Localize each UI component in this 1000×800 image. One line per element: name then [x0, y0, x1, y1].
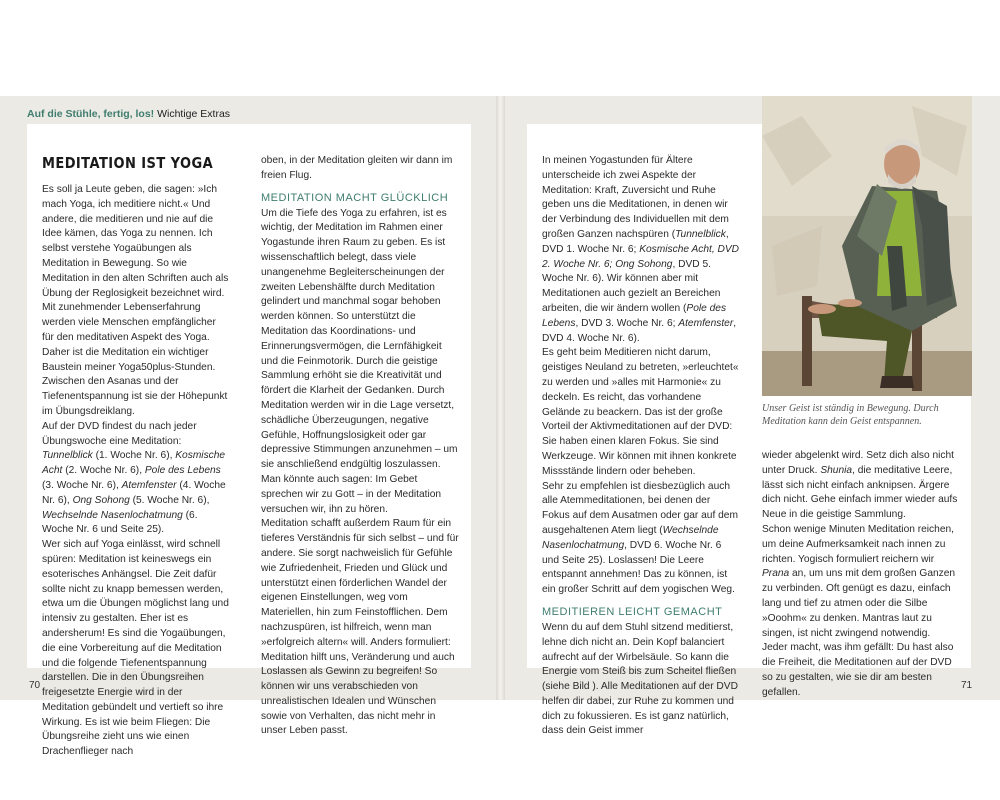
text-run: (6. Woche Nr. 6 und Seite 25). [42, 509, 198, 536]
subheading-leicht-gemacht: MEDITIEREN LEICHT GEMACHT [542, 605, 723, 618]
running-head-chapter: Wichtige Extras [157, 108, 231, 120]
text-run: Meditation schafft außerdem Raum für ein tieferes Verständnis für sich selbst – und für andere. Sie sorgt nachweislich für Gefühle wie Zufriedenheit, Frieden und Glück und unterstützt einen förderlichen Wandel der eigenen Einstellungen, weg vom Materiellen, hin zum Feinstofflichen. Dem nachzuspüren, ist hilfreich, wenn man »erfolgreich altern« will. Anders formuliert: Meditation hilft uns, Veränderung und auch Loslassen als Gewinn zu begreifen! So können wir uns verabschieden von unrealistischen Idealen und Wünschen sowie von Verhalten, das nicht mehr in unser Leben passt. [261, 518, 459, 737]
meditation-photo [762, 96, 972, 396]
text-column-4 [762, 449, 958, 701]
page-number-left: 70 [29, 680, 41, 691]
column-2-body [261, 207, 461, 740]
text-run: , die meditative Leere, lässt sich nicht einfach anknipsen. Ärgere dich nicht. Gehe einfach immer wieder aufs Neue in die geistige Sammlung. [762, 464, 958, 521]
text-column-2 [261, 154, 461, 739]
text-run: Wenn du auf dem Stuhl sitzend meditierst, lehne dich nicht an. Dein Kopf balanciert aufrecht auf der Wirbelsäule. So kann die Energie vom Steiß bis zum Scheitel fließen (siehe Bild ). Alle Meditationen auf der DVD helfen dir dabei, zur Ruhe zu kommen und dich zu fokussieren. Es ist ganz natürlich, dass dein Geist immer [542, 621, 738, 737]
column-2-intro [261, 154, 461, 184]
text-run: , DVD 5. Woche Nr. 6). Wir können aber mit Meditationen auch gezielt an Bereichen arbeiten, die wir ändern wollen ( [542, 258, 721, 314]
text-run: (5. Woche Nr. 6), [129, 494, 210, 506]
italic-text: Pole des Lebens [542, 302, 727, 329]
text-run: Es geht beim Meditieren nicht darum, geistiges Neuland zu betreten, »erleuchtet« zu werden und »alles mit Harmonie« zu deckeln. Es reicht, das vorhandene Gelände zu beackern. Das ist der große Vorteil der Aktivmeditationen auf der DVD: Sie haben einen klaren Fokus. Sie sind Werkzeuge. Wir können mit ihnen konkrete Missstände lindern oder beheben. [542, 347, 739, 477]
photo-meditating-man-icon [762, 96, 972, 396]
book-gutter [496, 96, 505, 700]
paragraph [42, 420, 229, 538]
text-run: , DVD 1. Woche Nr. 6; [542, 228, 729, 255]
text-run: In meinen Yogastunden für Ältere unterscheide ich zwei Aspekte der Meditation: Kraft, Zuversicht und Ruhe geben uns die Meditationen, in denen wir der Verbindung des Individuellen mit dem großen Ganzen nachspüren ( [542, 155, 729, 240]
text-run: oben, in der Meditation gleiten wir dann im freien Flug. [261, 155, 453, 181]
paragraph [42, 183, 229, 301]
italic-text: Kosmische Acht [42, 450, 226, 477]
paragraph [542, 621, 740, 739]
running-head-section: Auf die Stühle, fertig, los! [27, 108, 155, 120]
paragraph [42, 301, 229, 419]
column-3-body [542, 621, 740, 739]
italic-text: Wechselnde Nasenlochatmung [42, 509, 183, 521]
paragraph [261, 154, 461, 184]
column-1-body [42, 183, 229, 760]
text-run: an, um uns mit dem großen Ganzen zu verbinden. Oft genügt es dazu, einfach lang und tief zu atmen oder die Silbe »Ooohm« zu denken. Mantras laut zu singen, ist nicht zwingend notwendig. Jeder macht, was ihm gefällt: Du hast also die Freiheit, die Meditationen auf der DVD so zu gestalten, wie sie dir am besten gefallen. [762, 568, 956, 698]
paragraph [762, 523, 958, 701]
paragraph [542, 154, 740, 346]
column-4-body [762, 449, 958, 701]
text-run: Sehr zu empfehlen ist diesbezüglich auch alle Atemmeditationen, bei denen der Fokus auf dem Ausatmen oder gar auf dem ausgehaltenen Atem liegt ( [542, 480, 738, 536]
text-run: (2. Woche Nr. 6), [62, 465, 145, 477]
text-run: wieder abgelenkt wird. Setz dich also nicht unter Druck. [762, 450, 954, 476]
article-title: MEDITATION IST YOGA [42, 154, 214, 172]
text-run: , DVD 6. Woche Nr. 6 und Seite 25). Loslassen! Die Leere entspannt annehmen! Das zu können, ist ein großer Schritt auf dem yogischen Weg. [542, 539, 735, 596]
paragraph [762, 449, 958, 523]
text-run: Auf der DVD findest du nach jeder Übungswoche eine Meditation: [42, 420, 197, 447]
photo-caption: Unser Geist ist ständig in Bewegung. Durch Meditation kann dein Geist entspannen. [762, 403, 939, 427]
page-number-right: 71 [961, 680, 973, 691]
text-run: Mit zunehmender Lebenserfahrung werden viele Menschen empfänglicher für den meditativen Aspekt des Yoga. Daher ist die Meditation ein wichtiger Baustein meiner Yoga50plus-Stunden. Zwischen den Asanas und der Tiefenentspannung ist sie der Höhepunkt im Übungsdreiklang. [42, 302, 228, 417]
paragraph [542, 480, 740, 598]
text-run: Wer sich auf Yoga einlässt, wird schnell spüren: Meditation ist keineswegs ein esoterisches Anhängsel. Die Zeit dafür sollte nicht zu knapp bemessen werden, etwa um die Übungen möglichst lang und intensiv zu gestalten. Eher ist es andersherum! Es sind die Yogaübungen, die eine Vorbereitung auf die Meditation und die folgende Tiefenentspannung darstellen. Die in den Übungsreihen freigesetzte Energie wird in der Meditation gebündelt und vertieft so ihre Wirkung. Es ist wie beim Fliegen: Die Übungsreihe zieht uns wie einen Drachenflieger nach [42, 539, 229, 758]
text-run: (4. Woche Nr. 6), [42, 479, 226, 506]
text-run: Um die Tiefe des Yoga zu erfahren, ist es wichtig, der Meditation im Rahmen einer Yogastunde ihren Raum zu geben. Es ist wissenschaftlich belegt, dass viele unangenehme Begleiterscheinungen der zweiten Lebenshälfte durch Meditation gelindert und manchmal sogar behoben werden können. So unterstützt die Meditation das Koordinations- und Erinnerungsvermögen, die Lernfähigkeit und die Feinmotorik. Durch die geistige Sammlung erhöht sie die Kreativität und fördert die Klarheit der Gedanken. Durch Meditation werden wir in die Lage versetzt, schädliche Überzeugungen, negative Gefühle, Hoffnungslosigkeit oder gar depressive Stimmungen anzunehmen – um sie anschließend endgültig loszulassen. Man könnte auch sagen: Im Gebet sprechen wir zu Gott – in der Meditation versuchen wir, ihn zu hören. [261, 207, 458, 515]
text-column-3 [542, 154, 740, 739]
italic-text: Wechselnde Nasenlochatmung [542, 524, 719, 551]
text-run: (1. Woche Nr. 6), [92, 450, 176, 462]
column-3-intro [542, 154, 740, 598]
italic-text: Kosmische Acht, DVD 2. Woche Nr. 6; Ong Sohong [542, 243, 740, 270]
text-run: , DVD 3. Woche Nr. 6; [575, 317, 679, 329]
paragraph [42, 538, 229, 760]
text-column-1 [42, 154, 229, 760]
italic-text: Atemfenster [678, 317, 734, 329]
italic-text: Tunnelblick [42, 450, 93, 462]
paragraph [261, 207, 461, 518]
text-run: , DVD 4. Woche Nr. 6). [542, 317, 737, 344]
text-run: (3. Woche Nr. 6), [42, 479, 122, 491]
italic-text: Shunia [820, 464, 853, 476]
text-run: Schon wenige Minuten Meditation reichen, um deine Aufmerksamkeit nach innen zu richten. Yogisch formuliert reichern wir [762, 523, 954, 565]
italic-text: Ong Sohong [72, 494, 130, 506]
italic-text: Atemfenster [121, 479, 177, 491]
italic-text: Prana [762, 568, 790, 580]
text-run: Es soll ja Leute geben, die sagen: »Ich mach Yoga, ich meditiere nicht.« Und andere, die meditieren und nie auf die Idee kämen, das Yoga zu nennen. Ich selbst verstehe Yogaübungen als Meditation in Bewegung. So wie Meditation in den alten Schriften auch als Übung der Reglosigkeit bezeichnet wird. [42, 184, 229, 299]
paragraph [542, 346, 740, 479]
italic-text: Pole des Lebens [144, 465, 221, 477]
italic-text: Tunnelblick [675, 228, 726, 240]
subheading-gluecklich: MEDITATION MACHT GLÜCKLICH [261, 191, 449, 204]
book-spread [0, 96, 1000, 758]
running-head [27, 108, 230, 121]
paragraph [261, 517, 461, 739]
